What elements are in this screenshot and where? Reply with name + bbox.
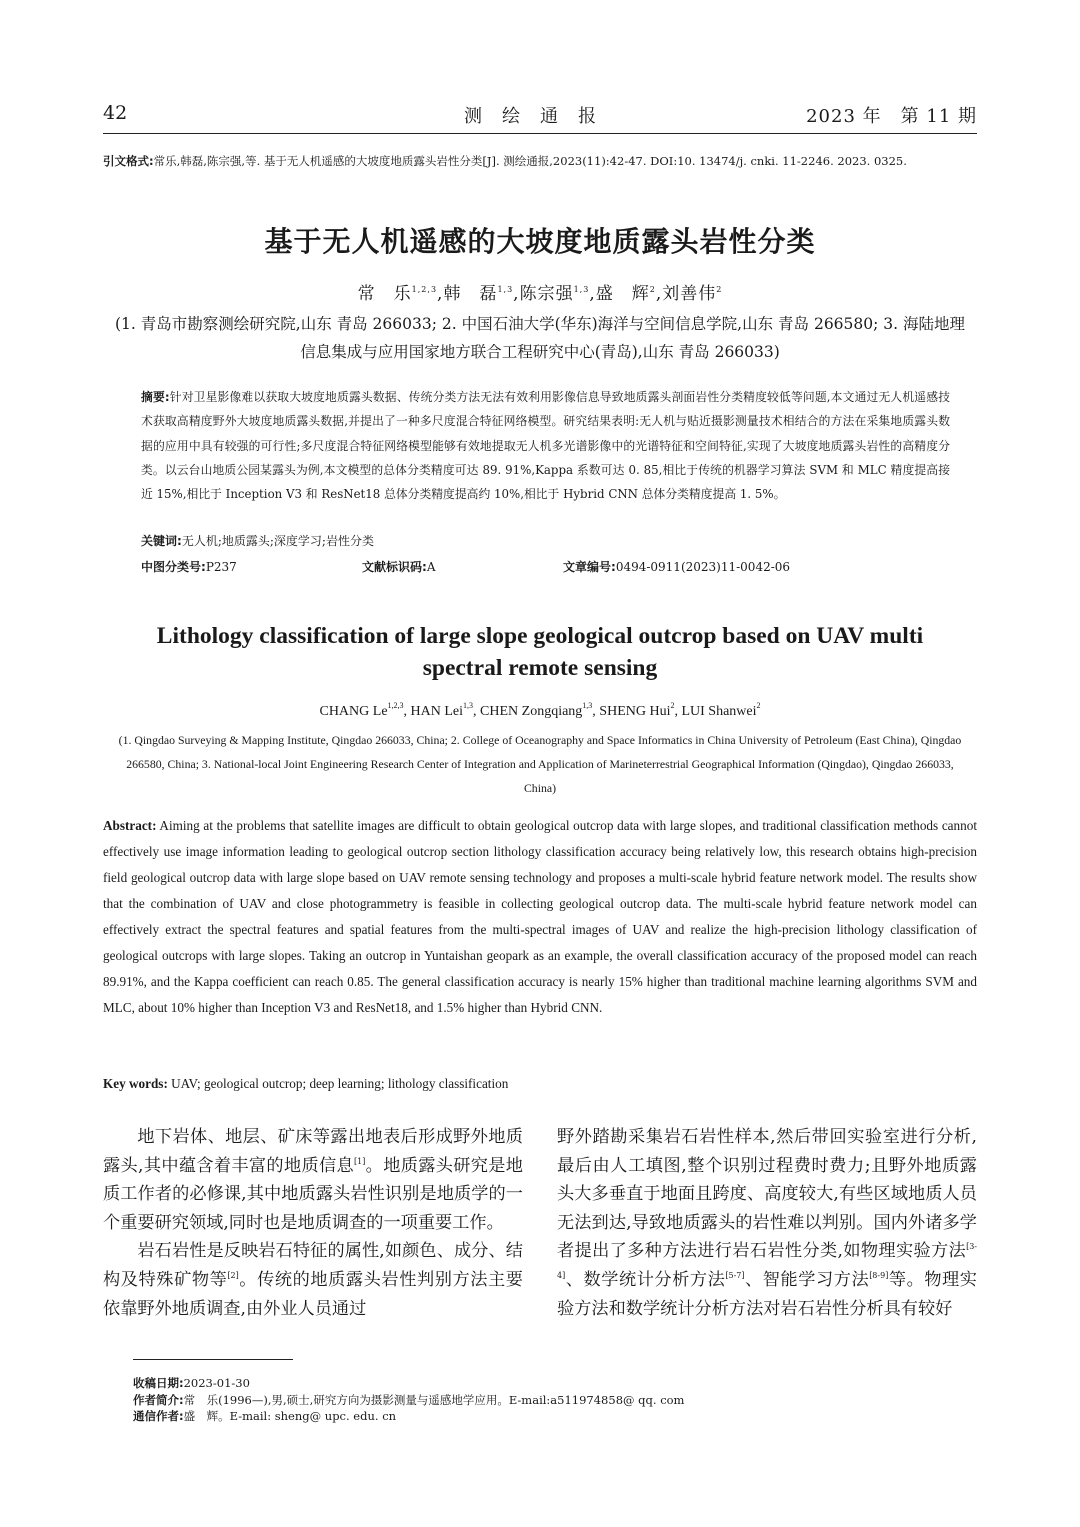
received-date <box>133 1375 930 1392</box>
reference-link[interactable]: [2] <box>227 1270 239 1280</box>
article-no-label: 文章编号: <box>563 560 616 574</box>
body-column-right <box>557 1123 977 1323</box>
paragraph-text: 、数学统计分析方法 <box>565 1269 726 1290</box>
author-name: LUI Shanwei <box>681 704 757 719</box>
citation-format <box>103 150 977 172</box>
author-affil-sup: 1,3 <box>582 701 593 710</box>
page-number: 42 <box>103 102 128 124</box>
paragraph-text: 。传统的地质露头岩性判别方法主要依靠野外地质调查,由外业人员通过 <box>103 1269 523 1319</box>
reference-link[interactable]: [8-9] <box>869 1270 889 1280</box>
clc-label: 中图分类号: <box>141 560 206 574</box>
article-number <box>563 556 790 578</box>
reference-link[interactable]: [3-4] <box>557 1242 977 1280</box>
english-keywords <box>103 1071 977 1097</box>
english-affiliations: (1. Qingdao Surveying & Mapping Institute, Qingdao 266033, China; 2. College of Oceanography and Space Informatics in China University of Petroleum (East China), Qingdao 266580, China; 3. National-local Joint Engineering Research Center of Integration and Application of Marineterrestrial Geographical Information (Qingdao), Qingdao 266033, China) <box>118 733 962 795</box>
author-affil-sup: 1,3 <box>573 285 590 294</box>
author-bio <box>133 1392 930 1409</box>
author-bio-value: 常 乐(1996—),男,硕士,研究方向为摄影测量与遥感地学应用。E-mail:a511974858@ qq. com <box>183 1392 685 1407</box>
author-name: 陈宗强 <box>519 284 574 304</box>
chinese-authors: 常 乐$^{1,2,3}$,韩 磊$^{1,3}$,陈宗强$^{1,3}$,盛 辉$^2$,刘善伟$^2$ <box>357 284 723 304</box>
author-name: CHANG Le <box>319 704 388 719</box>
keywords-text: 无人机;地质露头;深度学习;岩性分类 <box>181 534 374 548</box>
author-affil-sup: 1,2,3 <box>411 285 438 294</box>
corresponding-author <box>133 1408 930 1425</box>
author-affil-sup: 2 <box>756 701 761 710</box>
footnote-rule <box>133 1359 293 1360</box>
doc-code-label: 文献标识码: <box>362 560 427 574</box>
running-header <box>103 100 977 130</box>
chinese-title: 基于无人机遥感的大坡度地质露头岩性分类 <box>264 225 816 258</box>
author-affil-sup: 2 <box>649 285 656 294</box>
english-title: Lithology classification of large slope geological outcrop based on UAV multi spectral remote sensing <box>156 623 924 681</box>
citation-text: 常乐,韩磊,陈宗强,等. 基于无人机遥感的大坡度地质露头岩性分类[J]. 测绘通报,2023(11):42-47. DOI:10. 13474/j. cnki. 11-2246. 2023. 0325. <box>153 154 907 168</box>
issue-label: 2023 年 第 11 期 <box>806 106 977 127</box>
author-affil-sup: 2 <box>716 285 723 294</box>
received-label: 收稿日期: <box>133 1376 184 1390</box>
document-code <box>362 556 435 578</box>
author-affil-sup: 1,3 <box>463 701 474 710</box>
reference-link[interactable]: [5-7] <box>725 1270 745 1280</box>
clc-value: P237 <box>205 560 237 574</box>
abstract-text: 针对卫星影像难以获取大坡度地质露头数据、传统分类方法无法有效利用影像信息导致地质露头剖面岩性分类精度较低等问题,本文通过无人机遥感技术获取高精度野外大坡度地质露头数据,并提出了一种多尺度混合特征网络模型。研究结果表明:无人机与贴近摄影测量技术相结合的方法在采集地质露头数据的应用中具有较强的可行性;多尺度混合特征网络模型能够有效地提取无人机多光谱影像中的光谱特征和空间特征,实现了大坡度地质露头岩性的高精度分类。以云台山地质公园某露头为例,本文模型的总体分类精度可达 89. 91%,Kappa 系数可达 0. 85,相比于传统的机器学习算法 SVM 和 MLC 精度提高接近 15%,相比于 Inception V3 和 ResNet18 总体分类精度提高约 10%,相比于 Hybrid CNN 总体分类精度提高 1. 5%。 <box>141 390 950 502</box>
keywords-label: Key words: <box>103 1076 168 1091</box>
body-paragraph <box>103 1237 523 1323</box>
article-no-value: 0494-0911(2023)11-0042-06 <box>615 560 791 574</box>
author-name: 常 乐 <box>357 284 412 304</box>
paragraph-text: 。地质露头研究是地质工作者的必修课,其中地质露头岩性识别是地质学的一个重要研究领域,同时也是地质调查的一项重要工作。 <box>103 1155 523 1233</box>
paragraph-text: 野外踏勘采集岩石岩性样本,然后带回实验室进行分析,最后由人工填图,整个识别过程费时费力;且野外地质露头大多垂直于地面且跨度、高度较大,有些区域地质人员无法到达,导致地质露头的岩性难以判别。国内外诸多学者提出了多种方法进行岩石岩性分类,如物理实验方法 <box>557 1127 977 1262</box>
clc-number <box>141 556 237 578</box>
keywords-label: 关键词: <box>141 534 182 548</box>
paragraph-text: 、智能学习方法 <box>744 1269 870 1290</box>
corresponding-value: 盛 辉。E-mail: sheng@ upc. edu. cn <box>183 1409 397 1423</box>
abstract-label: Abstract: <box>103 818 157 833</box>
chinese-abstract <box>141 385 950 506</box>
journal-name: 测绘通报 <box>464 106 616 127</box>
body-column-left <box>103 1123 523 1323</box>
corresponding-label: 通信作者: <box>133 1409 184 1423</box>
author-affil-sup: 1,2,3 <box>387 701 404 710</box>
reference-link[interactable]: [1] <box>354 1156 366 1166</box>
author-affil-sup: 2 <box>670 701 675 710</box>
author-name: HAN Lei <box>410 704 464 719</box>
author-affil-sup: 1,3 <box>497 285 514 294</box>
body-paragraph <box>557 1123 977 1323</box>
paragraph-text: 地下岩体、地层、矿床等露出地表后形成野外地质露头,其中蕴含着丰富的地质信息 <box>103 1127 523 1176</box>
english-authors: CHANG Le$^{1,2,3}$, HAN Lei$^{1,3}$, CHEN Zongqiang$^{1,3}$, SHENG Hui$^2$, LUI Shanwei$^2$ <box>319 701 761 719</box>
author-name: 盛 辉 <box>595 284 650 304</box>
author-name: 刘善伟 <box>662 284 717 304</box>
chinese-affiliations: (1. 青岛市勘察测绘研究院,山东 青岛 266033; 2. 中国石油大学(华东)海洋与空间信息学院,山东 青岛 266580; 3. 海陆地理信息集成与应用国家地方联合工程研究中心(青岛),山东 青岛 266033) <box>115 315 965 361</box>
doc-code-value: A <box>426 560 436 574</box>
received-value: 2023-01-30 <box>183 1376 250 1390</box>
paragraph-text: 岩石岩性是反映岩石特征的属性,如颜色、成分、结构及特殊矿物等 <box>103 1241 523 1290</box>
citation-label: 引文格式: <box>103 154 154 168</box>
chinese-keywords <box>141 530 950 552</box>
english-abstract <box>103 813 977 1021</box>
paragraph-text: 等。物理实验方法和数学统计分析方法对岩石岩性分析具有较好 <box>557 1269 977 1319</box>
header-rule <box>103 133 977 134</box>
author-name: CHEN Zongqiang <box>480 704 583 719</box>
body-paragraph <box>103 1123 523 1237</box>
footnotes <box>133 1375 930 1425</box>
abstract-text: Aiming at the problems that satellite images are difficult to obtain geological outcrop data with large slopes, and traditional classification methods cannot effectively use image information leading to geological outcrop section lithology classification accuracy being relatively low, this research obtains high-precision field geological outcrop data with large slope based on UAV remote sensing technology and proposes a multi-scale hybrid feature network model. The results show that the combination of UAV and close photogrammetry is feasible in collecting geological outcrop data. The multi-scale hybrid feature network model can effectively extract the spectral features and spatial features from the multi-spectral images of UAV and realize the high-precision lithology classification of geological outcrops with large slopes. Taking an outcrop in Yuntaishan geopark as an example, the overall classification accuracy of the proposed model can reach 89.91%, and the Kappa coefficient can reach 0.85. The general classification accuracy is nearly 15% higher than traditional machine learning algorithms SVM and MLC, about 10% higher than Inception V3 and ResNet18, and 1.5% higher than Hybrid CNN. <box>103 818 977 1015</box>
abstract-label: 摘要: <box>141 390 170 404</box>
author-bio-label: 作者简介: <box>133 1392 184 1407</box>
keywords-text: UAV; geological outcrop; deep learning; lithology classification <box>171 1076 509 1091</box>
author-name: 韩 磊 <box>443 284 498 304</box>
author-name: SHENG Hui <box>599 704 671 719</box>
